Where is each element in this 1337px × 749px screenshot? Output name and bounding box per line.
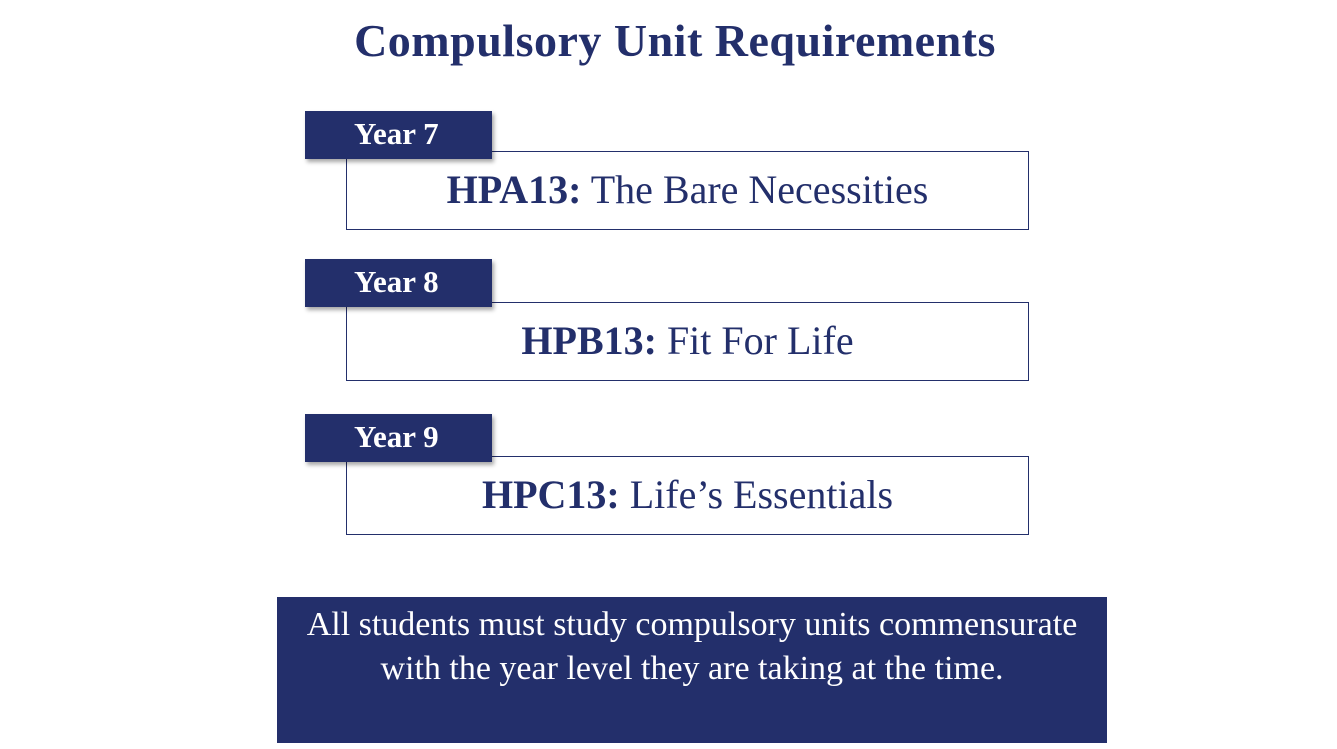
year-tab: Year 8 [305,259,492,307]
unit-block-year-7 [305,111,1029,236]
unit-block-year-8 [305,259,1029,384]
unit-box [346,151,1029,230]
year-tab: Year 7 [305,111,492,159]
unit-name: The Bare Necessities [590,167,929,212]
unit-box [346,456,1029,535]
unit-code: HPA13: [446,167,582,212]
unit-code: HPB13: [521,318,657,363]
page-title: Compulsory Unit Requirements [354,15,996,66]
unit-name: Life’s Essentials [629,472,894,517]
note-box: All students must study compulsory units commensurate with the year level they are taking at the time. [277,597,1107,743]
unit-code: HPC13: [481,472,620,517]
year-tab: Year 9 [305,414,492,462]
unit-box [346,302,1029,381]
unit-name: Fit For Life [666,318,854,363]
unit-block-year-9 [305,414,1029,539]
